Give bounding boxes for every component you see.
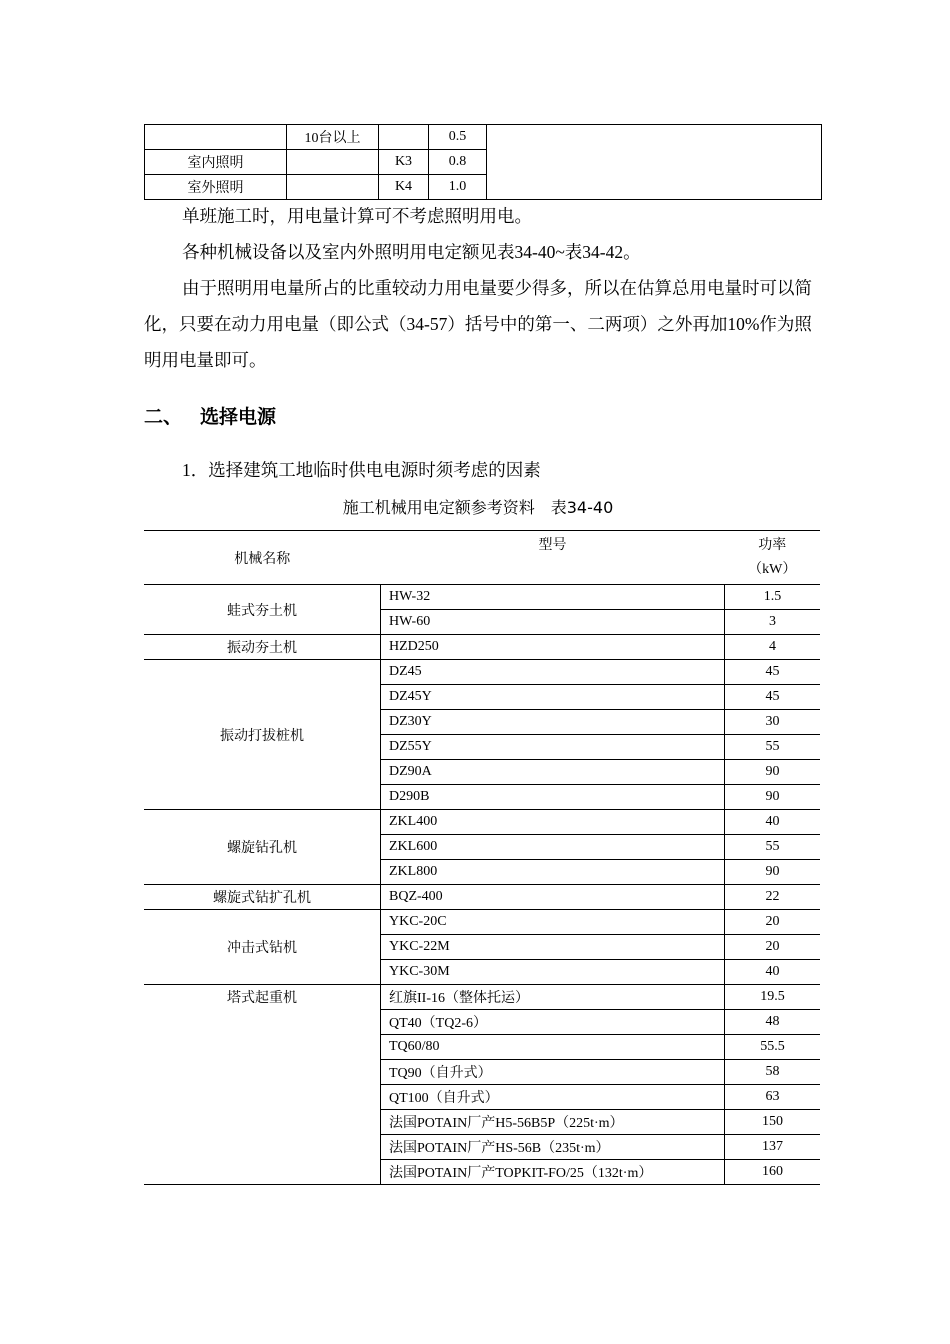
table-cell (287, 175, 379, 200)
machine-name-cell: 塔式起重机 (144, 985, 381, 1185)
power-cell: 22 (725, 885, 821, 910)
table-row (145, 125, 822, 150)
model-cell: HW-60 (381, 610, 725, 635)
table-cell: 室内照明 (145, 150, 287, 175)
table-cell: 室外照明 (145, 175, 287, 200)
model-cell: ZKL800 (381, 860, 725, 885)
power-cell: 48 (725, 1010, 821, 1035)
machine-name-cell: 振动打拔桩机 (144, 660, 381, 810)
model-cell: 红旗II-16（整体托运） (381, 985, 725, 1010)
power-cell: 40 (725, 810, 821, 835)
header-model: 型号 (381, 531, 725, 585)
table-caption: 施工机械用电定额参考资料 表34-40 (342, 498, 614, 517)
table-row (144, 660, 820, 685)
table-cell: 0.5 (429, 125, 487, 150)
table-row (144, 985, 820, 1010)
power-cell: 30 (725, 710, 821, 735)
table-cell: K3 (379, 150, 429, 175)
section-title: 选择电源 (200, 406, 277, 428)
model-cell: YKC-30M (381, 960, 725, 985)
table-cell: K4 (379, 175, 429, 200)
section-heading (144, 400, 276, 434)
model-cell: HZD250 (381, 635, 725, 660)
model-cell: ZKL400 (381, 810, 725, 835)
machinery-power-table (144, 530, 820, 1185)
machine-name-cell: 螺旋式钻扩孔机 (144, 885, 381, 910)
table-cell (379, 125, 429, 150)
table-cell: 0.8 (429, 150, 487, 175)
power-cell: 55 (725, 735, 821, 760)
model-cell: 法国POTAIN厂产H5-56B5P（225t·m） (381, 1110, 725, 1135)
power-cell: 1.5 (725, 585, 821, 610)
header-machine-name: 机械名称 (144, 531, 381, 585)
power-cell: 3 (725, 610, 821, 635)
paragraph-single-shift: 单班施工时，用电量计算可不考虑照明用电。 (182, 206, 532, 226)
model-cell: 法国POTAIN厂产HS-56B（235t·m） (381, 1135, 725, 1160)
model-cell: TQ60/80 (381, 1035, 725, 1060)
model-cell: DZ55Y (381, 735, 725, 760)
table-row (144, 585, 820, 610)
table-row (144, 635, 820, 660)
section-number: 二、 (144, 406, 183, 428)
model-cell: DZ30Y (381, 710, 725, 735)
table-cell (287, 150, 379, 175)
model-cell: QT100（自升式） (381, 1085, 725, 1110)
table-cell: 10台以上 (287, 125, 379, 150)
subsection-heading: 1．选择建筑工地临时供电电源时须考虑的因素 (182, 460, 541, 480)
header-power: 功率 （kW） (725, 531, 821, 585)
table-cell (145, 125, 287, 150)
model-cell: TQ90（自升式） (381, 1060, 725, 1085)
power-cell: 20 (725, 910, 821, 935)
table-row (144, 885, 820, 910)
machine-name-cell: 冲击式钻机 (144, 910, 381, 985)
power-cell: 90 (725, 860, 821, 885)
machine-name-cell: 螺旋钻孔机 (144, 810, 381, 885)
power-cell: 55 (725, 835, 821, 860)
table-cell: 1.0 (429, 175, 487, 200)
model-cell: DZ90A (381, 760, 725, 785)
model-cell: BQZ-400 (381, 885, 725, 910)
power-cell: 58 (725, 1060, 821, 1085)
power-cell: 150 (725, 1110, 821, 1135)
paragraph-quota-reference: 各种机械设备以及室内外照明用电定额见表34-40~表34-42。 (182, 242, 641, 262)
power-cell: 19.5 (725, 985, 821, 1010)
model-cell: QT40（TQ2-6） (381, 1010, 725, 1035)
power-cell: 20 (725, 935, 821, 960)
machine-name-cell: 振动夯土机 (144, 635, 381, 660)
power-cell: 137 (725, 1135, 821, 1160)
model-cell: YKC-22M (381, 935, 725, 960)
machine-name-cell: 蛙式夯土机 (144, 585, 381, 635)
model-cell: DZ45Y (381, 685, 725, 710)
model-cell: DZ45 (381, 660, 725, 685)
power-cell: 160 (725, 1160, 821, 1185)
model-cell: 法国POTAIN厂产TOPKIT-FO/25（132t·m） (381, 1160, 725, 1185)
power-cell: 45 (725, 685, 821, 710)
paragraph-lighting-estimate: 由于照明用电量所占的比重较动力用电量要少得多，所以在估算总用电量时可以简化，只要在动力用电量（即公式（34-57）括号中的第一、二两项）之外再加10%作为照明用电量即可。 (144, 278, 812, 370)
power-cell: 4 (725, 635, 821, 660)
model-cell: HW-32 (381, 585, 725, 610)
model-cell: YKC-20C (381, 910, 725, 935)
power-cell: 45 (725, 660, 821, 685)
model-cell: ZKL600 (381, 835, 725, 860)
table-row (144, 810, 820, 835)
table-row (144, 910, 820, 935)
table-cell-notes (487, 125, 822, 200)
power-cell: 63 (725, 1085, 821, 1110)
power-cell: 40 (725, 960, 821, 985)
table-header-row (144, 531, 820, 585)
coefficient-table-continued (144, 124, 822, 200)
power-cell: 90 (725, 760, 821, 785)
power-cell: 55.5 (725, 1035, 821, 1060)
power-cell: 90 (725, 785, 821, 810)
model-cell: D290B (381, 785, 725, 810)
